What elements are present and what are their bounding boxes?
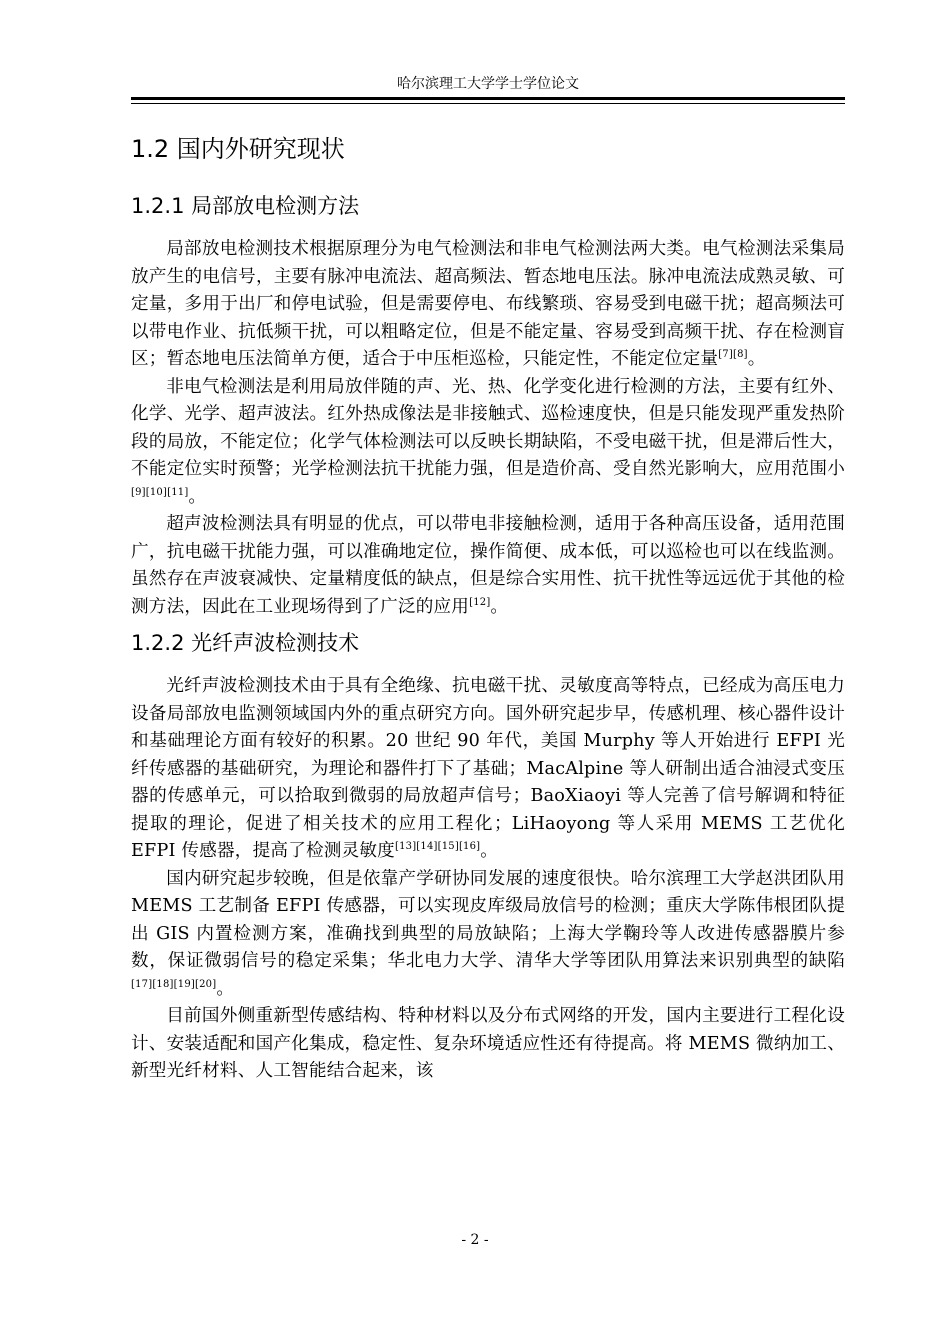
citation-ref: [17][18][19][20] <box>131 978 217 990</box>
paragraph-end: 。 <box>216 978 235 999</box>
paragraph-fiber-acoustic-foreign <box>131 673 845 866</box>
running-header: 哈尔滨理工大学学士学位论文 <box>397 76 579 92</box>
paragraph-fiber-acoustic-domestic <box>131 866 845 1004</box>
page-number: - 2 - <box>461 1232 489 1248</box>
paragraph-text: 局部放电检测技术根据原理分为电气检测法和非电气检测法两大类。电气检测法采集局放产生的电信号，主要有脉冲电流法、超高频法、暂态地电压法。脉冲电流法成熟灵敏、可定量，多用于出厂和停电试验，但是需要停电、布线繁琐、容易受到电磁干扰；超高频法可以带电作业、抗低频干扰，可以粗略定位，但是不能定量、容易受到高频干扰、存在检测盲区；暂态地电压法简单方便，适合于中压柜巡检，只能定性，不能定位定量 <box>131 239 845 369</box>
paragraph-text: 超声波检测法具有明显的优点，可以带电非接触检测，适用于各种高压设备，适用范围广，抗电磁干扰能力强，可以准确地定位，操作简便、成本低，可以巡检也可以在线监测。虽然存在声波衰减快、定量精度低的缺点，但是综合实用性、抗干扰性等远远优于其他的检测方法，因此在工业现场得到了广泛的应用 <box>131 514 845 617</box>
paragraph-end: 。 <box>747 349 766 369</box>
citation-ref: [9][10][11] <box>131 486 189 498</box>
citation-ref: [12] <box>469 596 491 608</box>
paragraph-pd-methods-overview <box>131 236 845 374</box>
paragraph-ultrasonic-method <box>131 511 845 621</box>
paragraph-text: 光纤声波检测技术由于具有全绝缘、抗电磁干扰、灵敏度高等特点，已经成为高压电力设备局部放电监测领域国内外的重点研究方向。国外研究起步早，传感机理、核心器件设计和基础理论方面有较好的积累。20 世纪 90 年代，美国 Murphy 等人开始进行 EFPI 光纤传感器的基础研究，为理论和器件打下了基础；MacAlpine 等人研制出适合油浸式变压器的传感单元，可以拾取到微弱的局放超声信号；BaoXiaoyi 等人完善了信号解调和特征提取的理论，促进了相关技术的应用工程化；LiHaoyong 等人采用 MEMS 工艺优化 EFPI 传感器，提高了检测灵敏度 <box>131 676 845 861</box>
section-heading: 1.2 国内外研究现状 <box>131 135 345 163</box>
header-rule-thick <box>131 97 845 100</box>
paragraph-non-electrical-methods <box>131 374 845 512</box>
subsection-heading-2: 1.2.2 光纤声波检测技术 <box>131 631 360 655</box>
paragraph-end: 。 <box>480 841 499 861</box>
citation-ref: [13][14][15][16] <box>394 841 481 853</box>
paragraph-text: 非电气检测法是利用局放伴随的声、光、热、化学变化进行检测的方法，主要有红外、化学、光学、超声波法。红外热成像法是非接触式、巡检速度快，但是只能发现严重发热阶段的局放，不能定位；化学气体检测法可以反映长期缺陷，不受电磁干扰，但是滞后性大，不能定位实时预警；光学检测法抗干扰能力强，但是造价高、受自然光影响大，应用范围小 <box>131 376 845 479</box>
paragraph-text: 目前国外侧重新型传感结构、特种材料以及分布式网络的开发，国内主要进行工程化设计、安装适配和国产化集成，稳定性、复杂环境适应性还有待提高。将 MEMS 微纳加工、新型光纤材料、人工智能结合起来，该 <box>131 1006 845 1081</box>
citation-ref: [7][8] <box>718 349 748 361</box>
page-body <box>131 128 845 1086</box>
paragraph-text: 国内研究起步较晚，但是依靠产学研协同发展的速度很快。哈尔滨理工大学赵洪团队用 MEMS 工艺制备 EFPI 传感器，可以实现皮库级局放信号的检测；重庆大学陈伟根团队提出 GIS 内置检测方案，准确找到典型的局放缺陷；上海大学鞠玲等人改进传感器膜片参数，保证微弱信号的稳定采集；华北电力大学、清华大学等团队用算法来识别典型的缺陷 <box>131 868 845 971</box>
header-rule-thin <box>131 103 845 104</box>
paragraph-research-outlook <box>131 1003 845 1086</box>
paragraph-end: 。 <box>188 486 207 507</box>
subsection-heading-1: 1.2.1 局部放电检测方法 <box>131 194 360 218</box>
paragraph-end: 。 <box>490 596 509 617</box>
